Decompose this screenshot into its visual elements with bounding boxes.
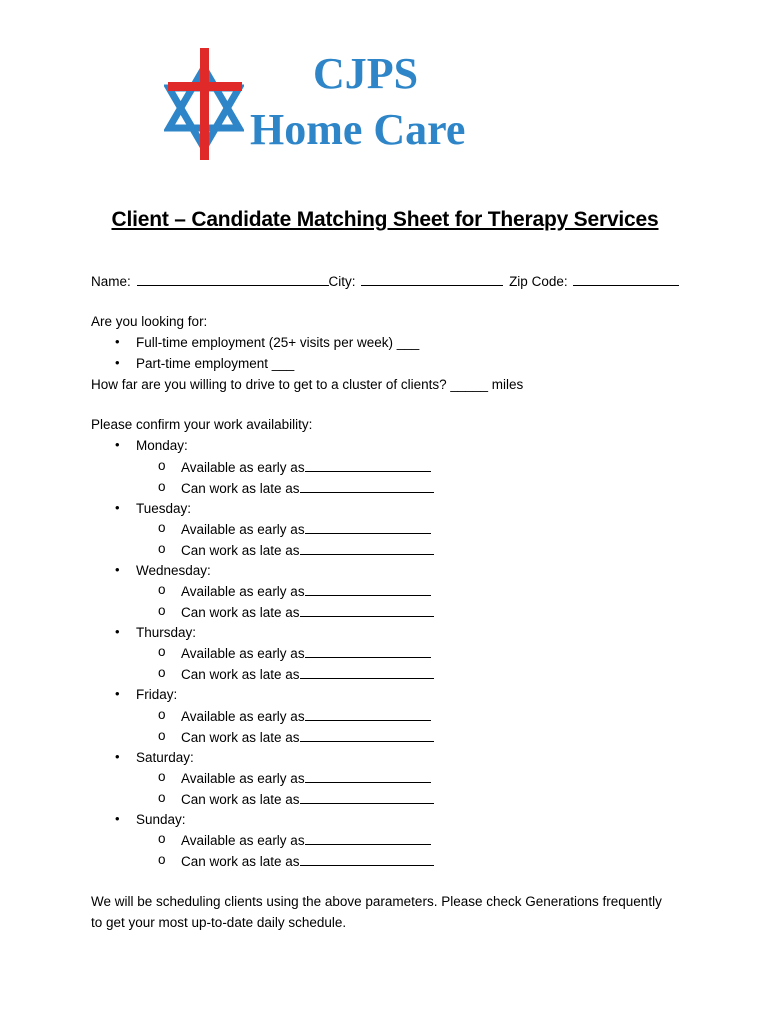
friday-early-field[interactable] <box>305 707 431 721</box>
bullet-icon: • <box>115 562 120 577</box>
bullet-icon: • <box>115 437 120 452</box>
late-label: Can work as late as <box>181 543 300 558</box>
bullet-icon: • <box>115 686 120 701</box>
friday-late-row <box>181 728 434 747</box>
late-label: Can work as late as <box>181 854 300 869</box>
sunday-late-row <box>181 852 434 871</box>
wednesday-early-row <box>181 582 431 601</box>
sunday-late-field[interactable] <box>300 852 434 866</box>
star-of-david-with-cross-icon <box>164 44 244 164</box>
circle-bullet-icon: o <box>158 852 166 867</box>
city-field[interactable] <box>361 272 503 286</box>
circle-bullet-icon: o <box>158 603 166 618</box>
name-field[interactable] <box>137 272 329 286</box>
monday-late-field[interactable] <box>300 479 434 493</box>
wednesday-late-field[interactable] <box>300 603 434 617</box>
drive-distance-question[interactable]: How far are you willing to drive to get to a cluster of clients? _____ miles <box>91 377 524 392</box>
late-label: Can work as late as <box>181 667 300 682</box>
footer-line-1: We will be scheduling clients using the above parameters. Please check Generations frequently <box>91 894 662 909</box>
late-label: Can work as late as <box>181 730 300 745</box>
footer-line-2: to get your most up-to-date daily schedule. <box>91 915 347 930</box>
late-label: Can work as late as <box>181 481 300 496</box>
late-label: Can work as late as <box>181 792 300 807</box>
late-label: Can work as late as <box>181 605 300 620</box>
name-label: Name: <box>91 274 131 289</box>
friday-late-field[interactable] <box>300 728 434 742</box>
wednesday-late-row <box>181 603 434 622</box>
sunday-early-field[interactable] <box>305 831 431 845</box>
part-time-option[interactable]: Part-time employment ___ <box>136 356 295 371</box>
monday-early-row <box>181 458 431 477</box>
circle-bullet-icon: o <box>158 541 166 556</box>
tuesday-early-row <box>181 520 431 539</box>
early-label: Available as early as <box>181 522 305 537</box>
bullet-icon: • <box>115 749 120 764</box>
bullet-icon: • <box>115 500 120 515</box>
day-label-thursday: Thursday: <box>136 625 197 640</box>
circle-bullet-icon: o <box>158 707 166 722</box>
availability-heading: Please confirm your work availability: <box>91 417 313 432</box>
day-label-saturday: Saturday: <box>136 750 194 765</box>
city-label: City: <box>328 274 356 289</box>
circle-bullet-icon: o <box>158 458 166 473</box>
day-label-monday: Monday: <box>136 438 188 453</box>
wednesday-early-field[interactable] <box>305 582 431 596</box>
tuesday-late-row <box>181 541 434 560</box>
full-time-option[interactable]: Full-time employment (25+ visits per week) ___ <box>136 335 420 350</box>
circle-bullet-icon: o <box>158 831 166 846</box>
circle-bullet-icon: o <box>158 520 166 535</box>
saturday-early-row <box>181 769 431 788</box>
bullet-icon: • <box>115 334 120 349</box>
day-label-wednesday: Wednesday: <box>136 563 211 578</box>
saturday-early-field[interactable] <box>305 769 431 783</box>
monday-early-field[interactable] <box>305 458 431 472</box>
early-label: Available as early as <box>181 833 305 848</box>
friday-early-row <box>181 707 431 726</box>
monday-late-row <box>181 479 434 498</box>
bullet-icon: • <box>115 355 120 370</box>
thursday-early-field[interactable] <box>305 644 431 658</box>
circle-bullet-icon: o <box>158 728 166 743</box>
saturday-late-field[interactable] <box>300 790 434 804</box>
early-label: Available as early as <box>181 709 305 724</box>
zip-field[interactable] <box>573 272 679 286</box>
thursday-late-field[interactable] <box>300 665 434 679</box>
logo-line-2: Home Care <box>250 105 466 154</box>
early-label: Available as early as <box>181 460 305 475</box>
zip-label: Zip Code: <box>509 274 568 289</box>
early-label: Available as early as <box>181 646 305 661</box>
day-label-friday: Friday: <box>136 687 178 702</box>
circle-bullet-icon: o <box>158 644 166 659</box>
contact-fields-row <box>91 272 679 291</box>
day-label-sunday: Sunday: <box>136 812 186 827</box>
page-title: Client – Candidate Matching Sheet for Therapy Services <box>111 208 659 231</box>
sunday-early-row <box>181 831 431 850</box>
thursday-early-row <box>181 644 431 663</box>
looking-for-question: Are you looking for: <box>91 314 208 329</box>
circle-bullet-icon: o <box>158 479 166 494</box>
bullet-icon: • <box>115 811 120 826</box>
day-label-tuesday: Tuesday: <box>136 501 192 516</box>
early-label: Available as early as <box>181 771 305 786</box>
logo-line-1: CJPS <box>313 49 419 98</box>
circle-bullet-icon: o <box>158 582 166 597</box>
circle-bullet-icon: o <box>158 665 166 680</box>
thursday-late-row <box>181 665 434 684</box>
saturday-late-row <box>181 790 434 809</box>
circle-bullet-icon: o <box>158 790 166 805</box>
tuesday-early-field[interactable] <box>305 520 431 534</box>
bullet-icon: • <box>115 624 120 639</box>
tuesday-late-field[interactable] <box>300 541 434 555</box>
circle-bullet-icon: o <box>158 769 166 784</box>
early-label: Available as early as <box>181 584 305 599</box>
